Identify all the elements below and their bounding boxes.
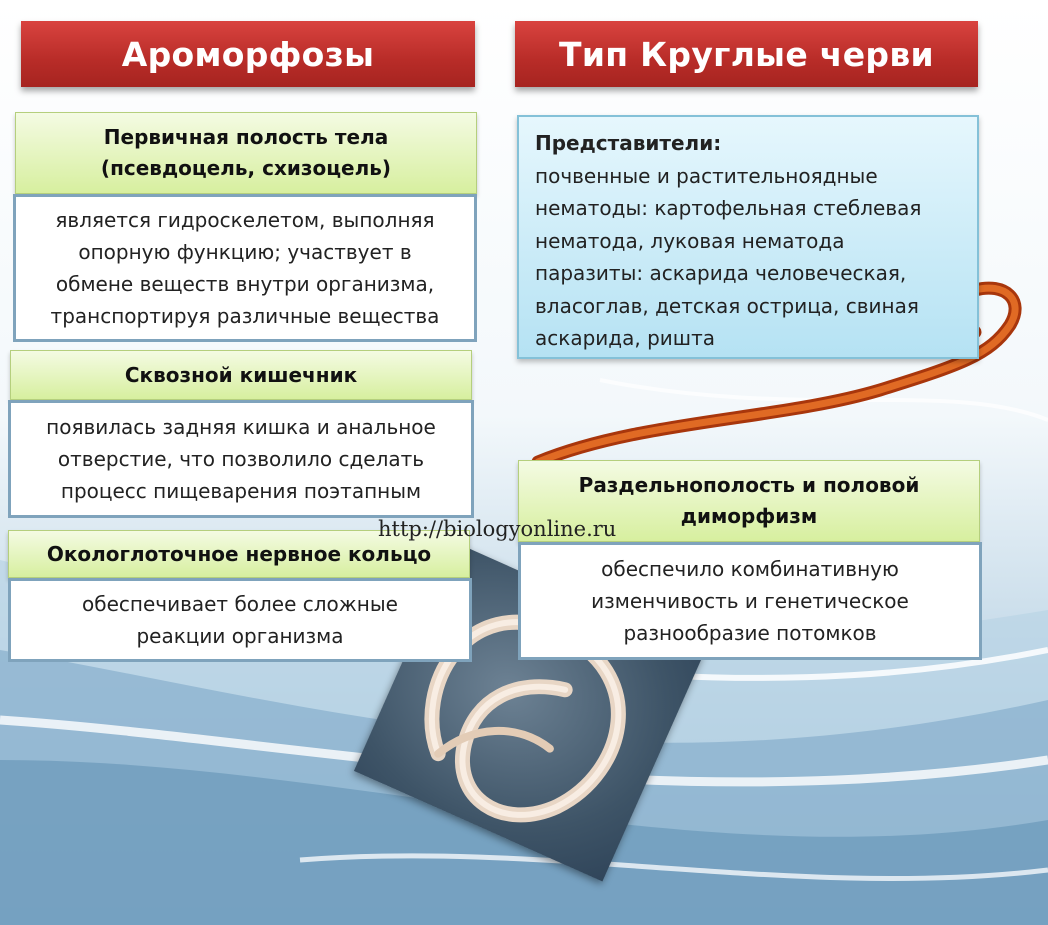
aromorph-1-title-line: (псевдоцель, схизоцель) (100, 156, 392, 180)
aromorph-1-text-line: обмене веществ внутри организма, (55, 272, 435, 296)
representatives-line: почвенные и растительноядные (535, 163, 878, 188)
aromorph-2-text (8, 400, 474, 518)
aromorph-3-title-line: Окологлоточное нервное кольцо (46, 541, 432, 566)
dioecy-text-line: изменчивость и генетическое (591, 589, 909, 613)
aromorph-1-text-line: является гидроскелетом, выполняя (55, 208, 435, 232)
header-left-label: Ароморфозы (121, 34, 375, 74)
dioecy-text (518, 542, 982, 660)
aromorph-1-title (15, 112, 477, 194)
aromorph-2-text-line: появилась задняя кишка и анальное (46, 415, 436, 439)
aromorph-2-title (10, 350, 472, 400)
aromorph-2-title-line: Сквозной кишечник (124, 362, 358, 387)
header-aromorphoses (21, 21, 475, 87)
aromorph-1-title-line: Первичная полость тела (103, 125, 389, 149)
dioecy-title-line: диморфизм (680, 504, 818, 528)
watermark-url: http://biologyonline.ru (378, 517, 617, 541)
aromorph-2-text-line: процесс пищеварения поэтапным (60, 479, 422, 503)
aromorph-1-text-line: транспортируя различные вещества (50, 304, 440, 328)
aromorph-3-text (8, 578, 472, 662)
aromorph-1-text (13, 194, 477, 342)
dioecy-text-line: обеспечило комбинативную (601, 557, 899, 581)
dioecy-title-line: Раздельнополость и половой (578, 473, 920, 497)
representatives-line: нематоды: картофельная стеблевая (535, 196, 922, 220)
header-right-label: Тип Круглые черви (559, 34, 934, 74)
representatives-box (517, 115, 979, 359)
header-roundworms (515, 21, 978, 87)
aromorph-2-text-line: отверстие, что позволило сделать (57, 447, 425, 471)
representatives-line: нематода, луковая нематода (535, 228, 845, 253)
dioecy-text-line: разнообразие потомков (623, 621, 877, 645)
representatives-line: аскарида, ришта (535, 326, 715, 350)
representatives-line: власоглав, детская острица, свиная (535, 293, 919, 318)
representatives-title: Представители: (535, 131, 722, 155)
aromorph-3-text-line: реакции организма (136, 624, 344, 648)
representatives-line: паразиты: аскарида человеческая, (535, 261, 907, 285)
aromorph-3-text-line: обеспечивает более сложные (82, 592, 398, 616)
aromorph-1-text-line: опорную функцию; участвует в (78, 240, 412, 264)
